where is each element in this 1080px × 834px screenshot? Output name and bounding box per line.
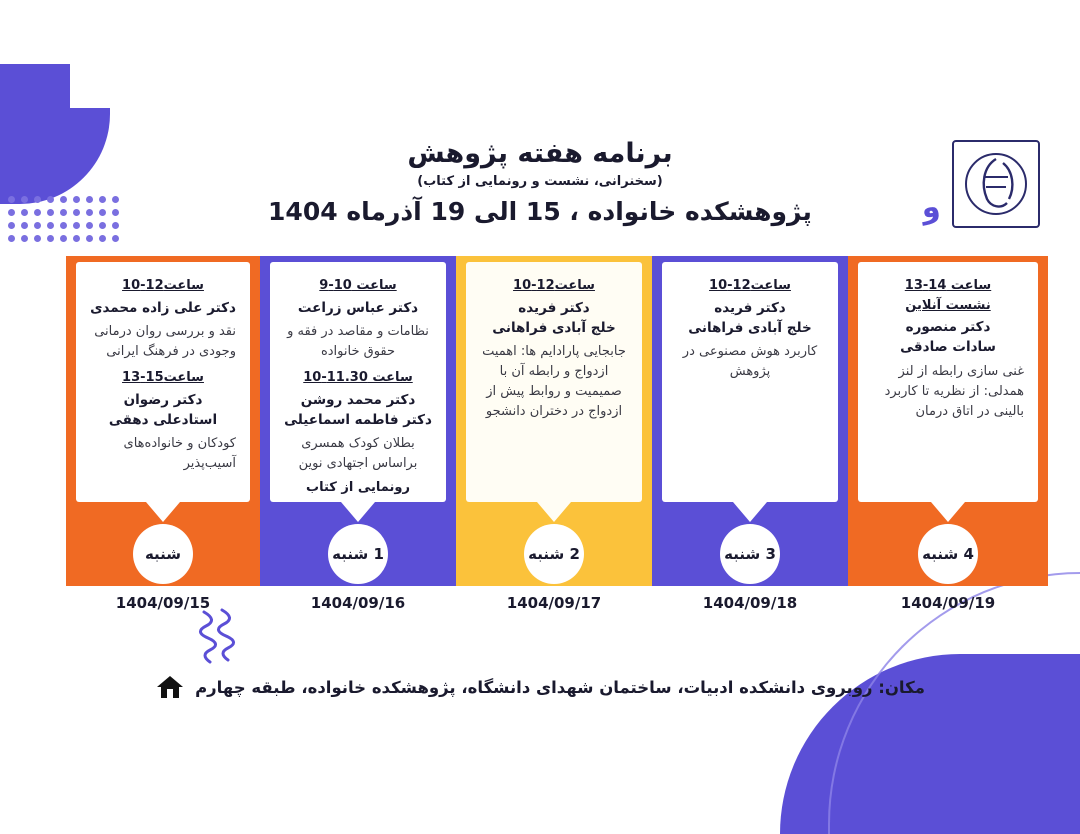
schedule-column <box>456 256 652 612</box>
decorative-glyph: ﻭ <box>918 188 943 227</box>
location-footer <box>0 672 1080 702</box>
session-speaker: دکتر محمد روشن دکتر فاطمه اسماعیلی <box>284 391 432 428</box>
session-slot <box>872 276 1024 422</box>
dot <box>73 235 80 242</box>
decorative-squiggle <box>196 608 266 666</box>
logo-mark-icon <box>957 145 1035 223</box>
session-description: غنی سازی رابطه از لنز همدلی: از نظریه تا کاربرد بالینی در اتاق درمان <box>884 363 1024 419</box>
card-pointer <box>341 502 375 522</box>
day-badge: شنبه <box>133 524 193 584</box>
session-time: ساعت 14-13 <box>904 278 992 293</box>
session-speaker: دکتر علی زاده محمدی <box>90 299 236 316</box>
session-speaker: دکتر رضوان استادعلی دهقی <box>108 391 218 428</box>
day-date: 1404/09/18 <box>702 594 798 612</box>
session-speaker: دکتر فریده خلج آبادی فراهانی <box>688 299 812 336</box>
day-badge: 4 شنبه <box>918 524 978 584</box>
home-icon <box>155 672 185 702</box>
day-badge: 2 شنبه <box>524 524 584 584</box>
session-card <box>858 262 1038 502</box>
session-speaker: دکتر منصوره سادات صادقی <box>900 319 996 356</box>
session-slot <box>90 276 236 362</box>
card-pointer <box>146 502 180 522</box>
session-slot <box>90 368 236 474</box>
session-slot <box>480 276 628 423</box>
dot <box>86 235 93 242</box>
day-badge: 1 شنبه <box>328 524 388 584</box>
day-date: 1404/09/15 <box>115 594 211 612</box>
schedule-column <box>848 256 1048 612</box>
session-time: ساعت 11.30-10 <box>303 370 413 386</box>
day-badge: 3 شنبه <box>720 524 780 584</box>
schedule-timeline <box>66 256 1048 612</box>
session-description: کاربرد هوش مصنوعی در پژوهش <box>682 344 818 380</box>
dot <box>8 235 15 242</box>
day-date: 1404/09/16 <box>310 594 406 612</box>
session-speaker: دکتر فریده خلج آبادی فراهانی <box>492 299 616 336</box>
card-pointer <box>931 502 965 522</box>
session-time: ساعت 10-9 <box>319 278 397 293</box>
session-mode: نشست آنلاین <box>905 297 991 313</box>
page-subtitle: (سخنرانی، نشست و رونمایی از کتاب) <box>417 174 663 190</box>
dot <box>99 235 106 242</box>
day-date: 1404/09/19 <box>900 594 996 612</box>
page-title-secondary: پژوهشکده خانواده ، 15 الی 19 آذرماه 1404 <box>268 197 812 227</box>
session-slot <box>676 276 824 382</box>
session-speaker: دکتر عباس زراعت <box>297 299 419 316</box>
session-description: نظامات و مقاصد در فقه و حقوق خانواده <box>287 323 429 359</box>
session-slot <box>284 368 432 495</box>
dot <box>21 235 28 242</box>
schedule-column <box>260 256 456 612</box>
session-time: ساعت12-10 <box>513 278 595 293</box>
session-card <box>76 262 250 502</box>
card-pointer <box>733 502 767 522</box>
session-slot <box>284 276 432 362</box>
day-date: 1404/09/17 <box>506 594 602 612</box>
session-card <box>466 262 642 502</box>
poster-header <box>0 138 1080 226</box>
session-card <box>270 262 446 502</box>
page-title: برنامه هفته پژوهش <box>407 138 673 169</box>
footer-text: مکان: روبروی دانشکده ادبیات، ساختمان شهدای دانشگاه، پژوهشکده خانواده، طبقه چهارم <box>195 677 925 697</box>
dot <box>47 235 54 242</box>
session-time: ساعت12-10 <box>122 278 204 293</box>
schedule-column <box>652 256 848 612</box>
session-card <box>662 262 838 502</box>
session-description: کودکان و خانواده‌های آسیب‌پذیر <box>123 436 236 472</box>
dot <box>60 235 67 242</box>
session-time: ساعت15-13 <box>122 370 204 386</box>
card-pointer <box>537 502 571 522</box>
university-logo <box>952 140 1040 228</box>
session-description: بطلان کودک همسری براساس اجتهادی نوین <box>298 436 418 472</box>
dot <box>112 235 119 242</box>
session-description: نقد و بررسی روان درمانی وجودی در فرهنگ ایرانی <box>94 323 236 359</box>
session-time: ساعت12-10 <box>709 278 791 293</box>
dot <box>34 235 41 242</box>
session-note: رونمایی از کتاب <box>306 480 410 496</box>
session-description: جابجایی پارادایم ها: اهمیت ازدواج و رابطه آن با صمیمیت و روابط پیش از ازدواج در دختران دانشجو <box>482 344 626 420</box>
schedule-column <box>66 256 260 612</box>
